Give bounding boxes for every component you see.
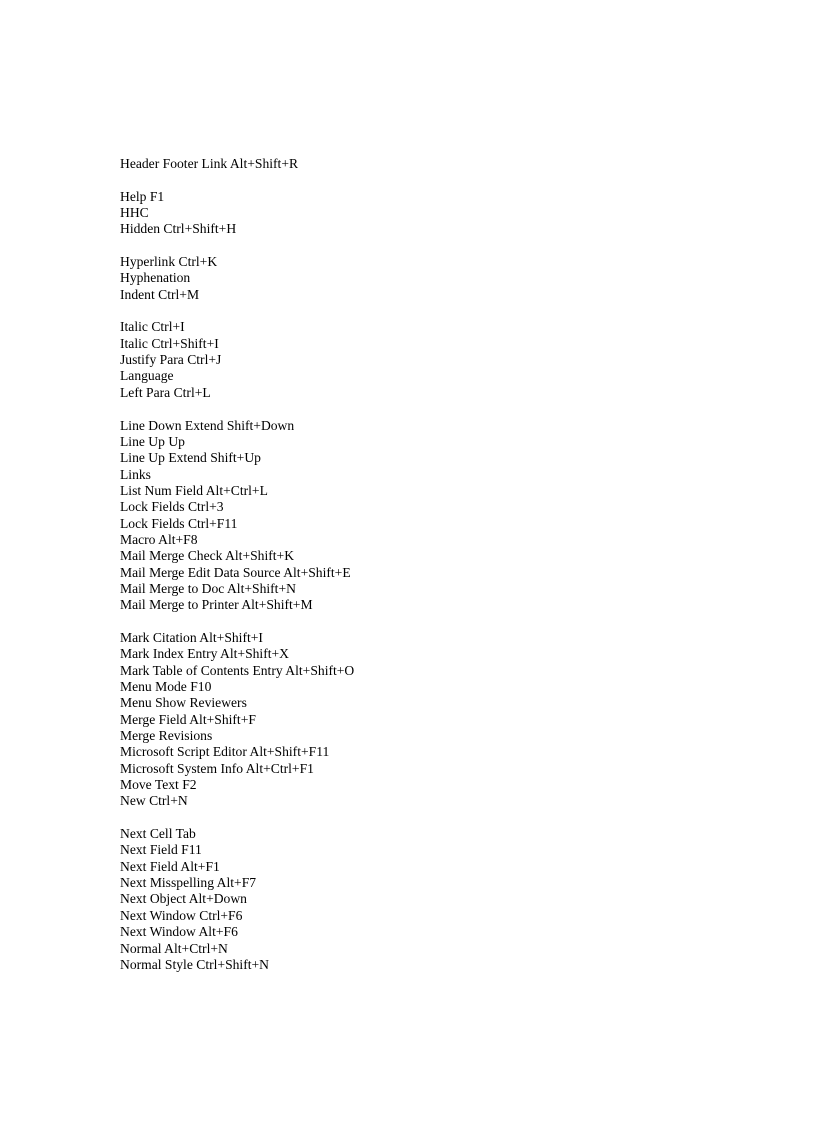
group-spacer xyxy=(120,172,760,188)
shortcut-line: Next Field F11 xyxy=(120,842,202,858)
shortcut-line: New Ctrl+N xyxy=(120,793,188,809)
shortcut-line: Hidden Ctrl+Shift+H xyxy=(120,221,237,237)
group-spacer xyxy=(120,810,760,826)
shortcut-line: Links xyxy=(120,466,151,482)
group-spacer xyxy=(120,401,760,417)
shortcut-line: Next Object Alt+Down xyxy=(120,891,247,907)
shortcut-line: Mark Table of Contents Entry Alt+Shift+O xyxy=(120,662,355,678)
shortcut-line: Mark Citation Alt+Shift+I xyxy=(120,629,263,645)
shortcut-line: Next Window Alt+F6 xyxy=(120,924,238,940)
shortcut-line: Line Up Extend Shift+Up xyxy=(120,450,261,466)
shortcut-group xyxy=(120,254,760,303)
shortcut-line: Hyperlink Ctrl+K xyxy=(120,254,218,270)
shortcut-line: Macro Alt+F8 xyxy=(120,531,198,547)
shortcut-line: Line Up Up xyxy=(120,433,185,449)
group-spacer xyxy=(120,303,760,319)
shortcut-line: Mark Index Entry Alt+Shift+X xyxy=(120,646,289,662)
shortcut-line: Microsoft Script Editor Alt+Shift+F11 xyxy=(120,744,330,760)
group-spacer xyxy=(120,614,760,630)
shortcut-line: Italic Ctrl+I xyxy=(120,319,185,335)
shortcut-line: Mail Merge Edit Data Source Alt+Shift+E xyxy=(120,564,351,580)
shortcut-group xyxy=(120,319,760,401)
shortcut-line: Left Para Ctrl+L xyxy=(120,384,211,400)
shortcut-line: Lock Fields Ctrl+3 xyxy=(120,499,224,515)
shortcut-line: Line Down Extend Shift+Down xyxy=(120,417,295,433)
shortcut-line: Menu Mode F10 xyxy=(120,679,212,694)
shortcut-line: Hyphenation xyxy=(120,270,191,286)
shortcut-line: Help F1 xyxy=(120,188,165,204)
shortcut-line: Mail Merge to Printer Alt+Shift+M xyxy=(120,597,313,613)
shortcut-line: Microsoft System Info Alt+Ctrl+F1 xyxy=(120,760,314,776)
shortcut-group xyxy=(120,156,760,172)
shortcut-group xyxy=(120,630,760,810)
shortcut-line: Merge Revisions xyxy=(120,728,213,744)
shortcut-group xyxy=(120,418,760,614)
shortcut-line: Merge Field Alt+Shift+F xyxy=(120,711,256,727)
shortcut-line: Indent Ctrl+M xyxy=(120,286,200,302)
shortcut-group xyxy=(120,826,760,973)
shortcut-line: Lock Fields Ctrl+F11 xyxy=(120,515,238,531)
shortcut-list xyxy=(120,156,760,973)
shortcut-line: Next Misspelling Alt+F7 xyxy=(120,875,257,891)
shortcut-line: List Num Field Alt+Ctrl+L xyxy=(120,482,268,498)
shortcut-line: Next Cell Tab xyxy=(120,826,196,842)
shortcut-line: Language xyxy=(120,368,174,384)
shortcut-group xyxy=(120,189,760,238)
shortcut-line: Next Field Alt+F1 xyxy=(120,858,220,874)
shortcut-line: Normal Style Ctrl+Shift+N xyxy=(120,956,270,972)
shortcut-line: HHC xyxy=(120,205,149,221)
shortcut-line: Italic Ctrl+Shift+I xyxy=(120,335,219,351)
shortcut-line: Move Text F2 xyxy=(120,777,197,793)
shortcut-line: Next Window Ctrl+F6 xyxy=(120,907,243,923)
shortcut-line: Header Footer Link Alt+Shift+R xyxy=(120,156,299,171)
shortcut-line: Mail Merge to Doc Alt+Shift+N xyxy=(120,580,296,596)
shortcut-line: Justify Para Ctrl+J xyxy=(120,352,222,368)
shortcut-line: Mail Merge Check Alt+Shift+K xyxy=(120,548,295,564)
shortcut-line: Menu Show Reviewers xyxy=(120,695,247,711)
group-spacer xyxy=(120,238,760,254)
shortcut-line: Normal Alt+Ctrl+N xyxy=(120,940,228,956)
